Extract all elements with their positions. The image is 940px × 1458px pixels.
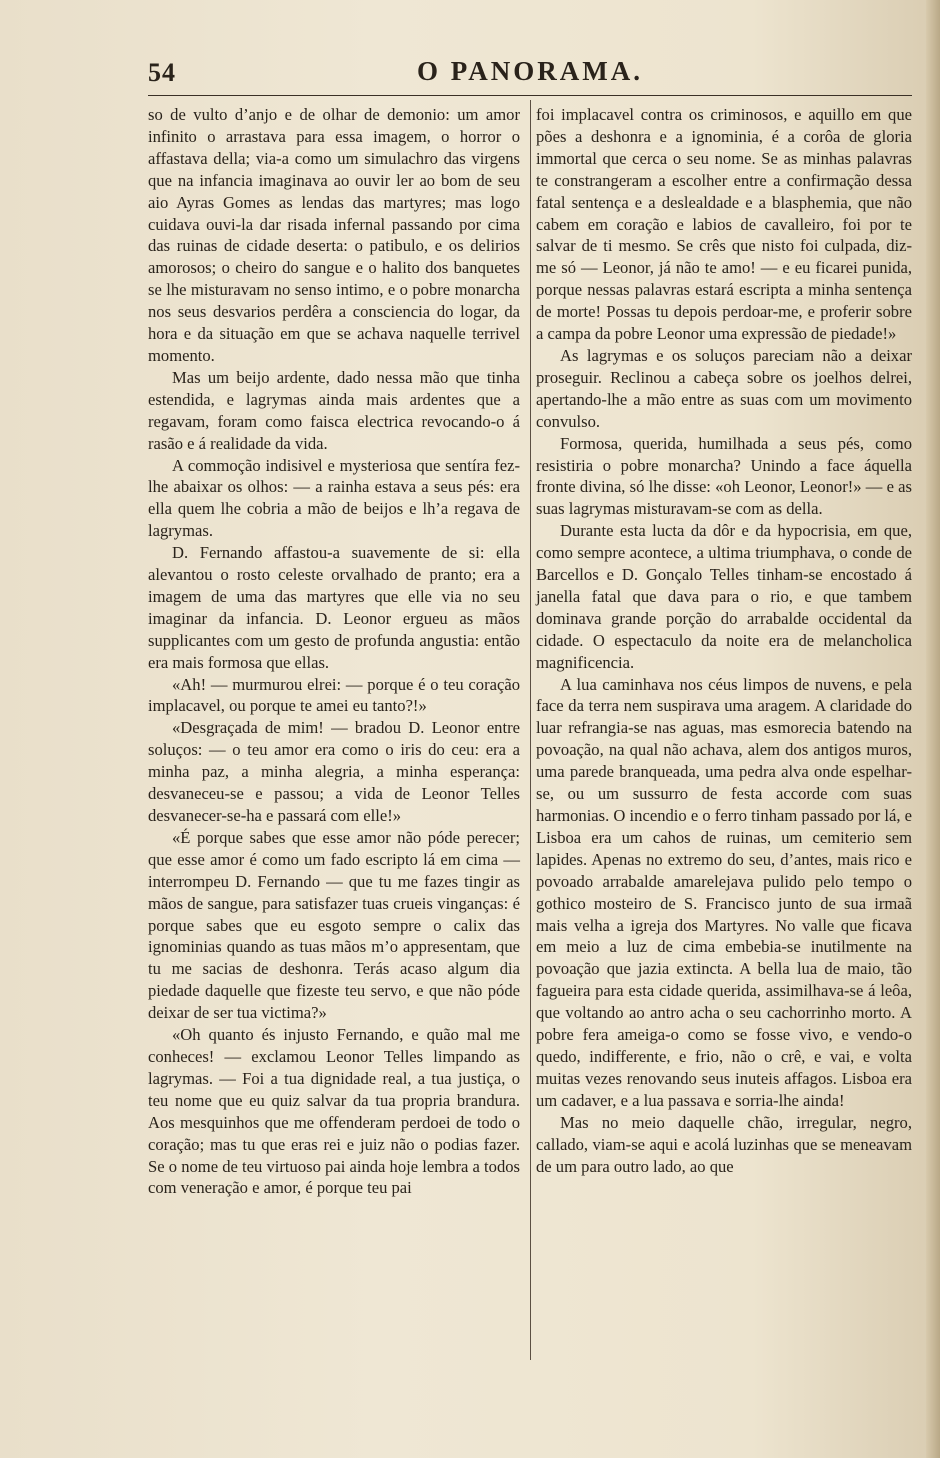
header-rule <box>148 95 912 96</box>
paragraph: Formosa, querida, humilhada a seus pés, como resistiria o pobre monarcha? Unindo a face áquella fronte divina, só lhe disse: «oh Leonor, Leonor!» — e as suas lagrymas misturavam-se com as della. <box>536 433 912 519</box>
paragraph: foi implacavel contra os criminosos, e aquillo em que pões a deshonra e a ignominia, é a corôa de gloria immortal que cerca o seu nome. Se as minhas palavras te constrangeram a escolher entre a confirmação dessa fatal sentença e a deslealdade e a blasphemia, que não cabem em coração e labios de cavalleiro, foi por te salvar de ti mesmo. Se crês que nisto foi culpada, diz-me só — Leonor, já não te amo! — e eu ficarei punida, porque nessas palavras estará escripta a minha sentença de morte! Possas tu depois perdoar-me, e proferir sobre a campa da pobre Leonor uma expressão de piedade!» <box>536 105 912 344</box>
paragraph: so de vulto d’anjo e de olhar de demonio: um amor infinito o arrastava para essa imagem, o horror o affastava della; via-a como um simulachro das virgens que na infancia imaginava ao ouvir ler ao bom de seu aio Ayras Gomes as lendas das martyres; mas logo cuidava ouvi-la dar risada infernal passando por cima das ruinas de cidade deserta: o patibulo, e os delirios amorosos; o cheiro do sangue e o halito dos banquetes se lhe misturavam no senso intimo, e o pobre monarcha nos seus desvarios perdêra a consciencia do logar, da hora e da situação em que se achava naquelle terrivel momento. <box>148 105 520 365</box>
paragraph: «É porque sabes que esse amor não póde perecer; que esse amor é como um fado escripto lá em cima — interrompeu D. Fernando — que tu me fazes tingir as mãos de sangue, para satisfazer tuas crueis vinganças: é porque sabes que eu esgoto sempre o calix das ignominias quando as tuas mãos m’o appresentam, que tu me sacias de deshonra. Terás acaso algum dia piedade daquelle que fizeste teu servo, e que não póde deixar de ser tua victima?» <box>148 827 520 1023</box>
column-divider <box>530 100 531 1360</box>
left-column <box>148 104 520 1199</box>
paragraph: «Oh quanto és injusto Fernando, e quão mal me conheces! — exclamou Leonor Telles limpando as lagrymas. — Foi a tua dignidade real, a tua justiça, o teu nome que eu quiz salvar da tua propria brandura. Aos mesquinhos que me offenderam perdoei de todo o coração; mas tu que eras rei e juiz não o podias fazer. Se o nome de teu virtuoso pai ainda hoje lembra a todos com veneração e amor, é porque teu pai <box>148 1025 520 1198</box>
paragraph: Mas um beijo ardente, dado nessa mão que tinha estendida, e lagrymas ainda mais ardentes que a regavam, foram como faisca electrica revocando-o á rasão e á realidade da vida. <box>148 367 520 453</box>
paragraph: A lua caminhava nos céus limpos de nuvens, e pela face da terra nem suspirava uma aragem. A claridade do luar refrangia-se nas aguas, mas esmorecia batendo na povoação, na qual não achava, alem dos antigos muros, uma parede branqueada, uma pedra alva onde espelhar-se, ou um sussurro de festa accorde com suas harmonias. O incendio e o ferro tinham passado por lá, e Lisboa era um cahos de ruinas, um cemiterio sem lapides. Apenas no extremo do seu, d’antes, mais rico e povoado arrabalde amarelejava pulido pelo tempo o gothico mosteiro de S. Francisco junto de sua irmaã mais velha a igreja dos Martyres. No valle que ficava em meio a luz de cima embebia-se inutilmente na povoação que jazia extincta. A bella lua de maio, tão fagueira para esta cidade querida, assimilhava-se á leôa, que voltando ao antro acha o seu cachorrinho morto. A pobre fera ameiga-o como se fosse vivo, e vendo-o quedo, indifferente, e frio, não o crê, e vai, e volta muitas vezes renovando seus inuteis affagos. Lisboa era um cadaver, e a lua passava e sorria-lhe ainda! <box>536 674 913 1110</box>
right-column <box>536 104 912 1177</box>
running-title: O PANORAMA. <box>417 56 643 86</box>
page-gutter-edge <box>926 0 940 1458</box>
page-number: 54 <box>148 58 176 87</box>
paragraph: «Ah! — murmurou elrei: — porque é o teu coração implacavel, ou porque te amei eu tanto?!» <box>148 674 520 716</box>
paragraph: «Desgraçada de mim! — bradou D. Leonor entre soluços: — o teu amor era como o iris do ceu: era a minha paz, a minha alegria, a minha esperança: desvaneceu-se e passou; a vida de Leonor Telles desvanecer-se-ha e passará com elle!» <box>148 718 520 825</box>
page-header <box>148 56 912 92</box>
paragraph: A commoção indisivel e mysteriosa que sentíra fez-lhe abaixar os olhos: — a rainha estava a seus pés: era ella quem lhe cobria a mão de beijos e lh’a regava de lagrymas. <box>148 455 520 541</box>
paragraph: D. Fernando affastou-a suavemente de si: ella alevantou o rosto celeste orvalhado de pranto; era a imagem de uma das martyres que elle via no seu imaginar da infancia. D. Leonor ergueu as mãos supplicantes com um gesto de profunda angustia: então era mais formosa que ellas. <box>148 543 520 672</box>
paragraph: Durante esta lucta da dôr e da hypocrisia, em que, como sempre acontece, a ultima triumphava, o conde de Barcellos e D. Gonçalo Telles tinham-se encostado á janella fatal que dava para o rio, e que tambem dominava grande porção do arrabalde occidental da cidade. O espectaculo da noite era de melancholica magnificencia. <box>536 521 912 672</box>
paragraph: Mas no meio daquelle chão, irregular, negro, callado, viam-se aqui e acolá luzinhas que se meneavam de um para outro lado, ao que <box>536 1112 912 1176</box>
paragraph: As lagrymas e os soluços pareciam não a deixar proseguir. Reclinou a cabeça sobre os joelhos delrei, apertando-lhe a mão entre as suas com um movimento convulso. <box>536 345 912 431</box>
